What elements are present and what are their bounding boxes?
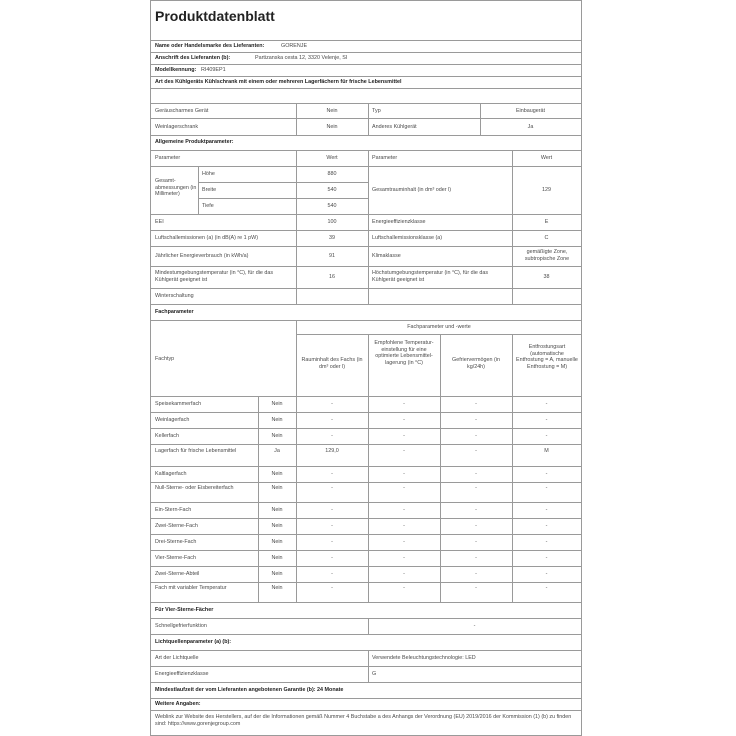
col-header-value: Wert <box>326 155 338 161</box>
compartment-freeze: - <box>475 400 477 407</box>
compartment-temp: - <box>403 416 405 423</box>
col-header-freeze: Gefriervermögen (in kg/24h) <box>452 357 500 370</box>
dimension-value: 540 <box>327 203 337 209</box>
warranty: Mindestlaufzeit der vom Lieferanten angebotenen Garantie (b): 24 Monate <box>155 687 344 693</box>
four-star-heading: Für Vier-Sterne-Fächer <box>155 607 214 613</box>
col-header-volume: Rauminhalt des Fachs (in dm³ oder l) <box>301 357 363 370</box>
compartment-name: Fach mit variabler Temperatur <box>155 585 227 592</box>
compartment-freeze: - <box>475 570 477 577</box>
param-label: Luftschallemissionsklasse (a) <box>372 235 443 241</box>
dimension-value: 880 <box>327 171 337 177</box>
compartment-volume: - <box>331 416 333 423</box>
param-value: 100 <box>327 219 337 225</box>
compartment-freeze: - <box>475 432 477 439</box>
device-type-heading: Art des Kühlgeräts Kühlschrank mit einem oder mehreren Lagerfächern für frische Lebensmittel <box>155 79 402 85</box>
param-value: E <box>544 219 549 225</box>
quick-freeze-label: Schnellgefrierfunktion <box>155 623 207 629</box>
compartment-defrost: - <box>545 485 548 492</box>
col-header-temp: Empfohlene Temperatur-einstellung für eine optimierte Lebensmittel-lagerung (in °C) <box>374 340 434 366</box>
device-type-value: Einbaugerät <box>515 108 546 114</box>
compartment-volume: - <box>331 585 333 592</box>
compartment-defrost: - <box>545 522 548 529</box>
compartment-defrost: - <box>545 585 548 592</box>
param-label: Höchstumgebungstemperatur (in °C), für die das Kühlgerät geeignet ist <box>372 270 489 283</box>
light-class-label: Energieeffizienzklasse <box>155 671 209 677</box>
compartment-temp: - <box>403 506 405 513</box>
dimensions-label: Gesamt-abmessungen (in Millimeter) <box>155 178 197 198</box>
compartment-present: Nein <box>271 485 283 492</box>
compartment-present: Nein <box>271 554 283 561</box>
compartment-present: Nein <box>271 432 283 439</box>
compartment-volume: - <box>331 554 333 561</box>
compartment-defrost: - <box>545 570 548 577</box>
compartment-temp: - <box>403 570 405 577</box>
address-value: Partizanska cesta 12, 3320 Velenje, SI <box>255 55 348 61</box>
compartment-name: Zwei-Sterne-Abteil <box>155 570 200 577</box>
address-label: Anschrift des Lieferanten (b): <box>155 55 231 61</box>
param-value: gemäßigte Zone, subtropische Zone <box>524 249 570 262</box>
quick-freeze-value: - <box>473 623 476 629</box>
brand-label: Name oder Handelsmarke des Lieferanten: <box>155 43 265 49</box>
device-type-label: Typ <box>372 108 381 114</box>
param-label: Luftschallemissionen (a) (in dB(A) re 1 pW) <box>155 235 259 241</box>
col-header-value: Wert <box>540 155 553 161</box>
light-type-value: Verwendete Beleuchtungstechnologie: LED <box>372 655 476 661</box>
compartment-present: Nein <box>271 538 283 545</box>
param-label: Energieeffizienzklasse <box>372 219 426 225</box>
compartment-volume: - <box>331 506 333 513</box>
compartment-name: Null-Sterne- oder Eisbereiterfach <box>155 485 234 492</box>
compartment-volume: - <box>331 400 333 407</box>
compartment-temp: - <box>403 585 405 592</box>
compartment-name: Weinlagerfach <box>155 416 190 423</box>
compartment-freeze: - <box>475 522 477 529</box>
compartment-freeze: - <box>475 554 477 561</box>
compartment-temp: - <box>403 432 405 439</box>
param-label: Jährlicher Energieverbrauch (in kWh/a) <box>155 253 249 259</box>
compartment-name: Zwei-Sterne-Fach <box>155 522 198 529</box>
more-heading: Weitere Angaben: <box>155 701 201 707</box>
model-label: Modellkennung: <box>155 67 197 73</box>
compartment-defrost: M <box>544 448 549 455</box>
compartment-temp: - <box>403 448 405 455</box>
compartment-freeze: - <box>475 416 477 423</box>
compartment-temp: - <box>403 400 405 407</box>
compartment-volume: - <box>331 570 333 577</box>
compartment-temp: - <box>403 470 405 477</box>
compartments-heading: Fachparameter <box>155 309 194 315</box>
compartment-present: Nein <box>271 400 283 407</box>
compartment-present: Nein <box>271 570 283 577</box>
compartment-defrost: - <box>545 432 548 439</box>
compartment-defrost: - <box>545 554 548 561</box>
compartment-temp: - <box>403 522 405 529</box>
compartments-group-header: Fachparameter und -werte <box>407 324 471 330</box>
param-label: Klimaklasse <box>372 253 401 259</box>
compartment-name: Kaltlagerfach <box>155 470 187 477</box>
compartment-volume: - <box>331 432 333 439</box>
dimension-value: 540 <box>327 187 337 193</box>
param-label: EEI <box>155 219 164 225</box>
compartment-name: Drei-Sterne-Fach <box>155 538 197 545</box>
dimension-label: Breite <box>202 187 217 193</box>
page-title: Produktdatenblatt <box>155 8 275 24</box>
compartment-temp: - <box>403 538 405 545</box>
light-class-value: G <box>372 671 377 677</box>
volume-value: 129 <box>542 187 551 193</box>
compartment-defrost: - <box>545 470 548 477</box>
device-type-value: Ja <box>527 124 534 130</box>
col-header-parameter: Parameter <box>155 155 181 161</box>
winter-label: Winterschaltung <box>155 293 194 299</box>
more-text: Weblink zur Website des Herstellers, auf der die Informationen gemäß Nummer 4 Buchstabe a des Anhangs der Verordnung (EU) 2019/2016 der Kommission (1) (b) zu finden sind: https://www.gorenjegroup.com <box>155 714 572 727</box>
compartment-name: Ein-Stern-Fach <box>155 506 192 513</box>
light-heading: Lichtquellenparameter (a) (b): <box>155 639 232 645</box>
param-value: 39 <box>329 235 335 241</box>
compartment-freeze: - <box>475 470 477 477</box>
device-type-label: Geräuscharmes Gerät <box>155 108 209 114</box>
compartment-freeze: - <box>475 506 477 513</box>
compartment-present: Nein <box>271 416 283 423</box>
volume-label: Gesamtrauminhalt (in dm³ oder l) <box>372 187 452 193</box>
compartment-volume: - <box>331 538 333 545</box>
device-type-value: Nein <box>326 124 338 130</box>
compartment-volume: - <box>331 485 333 492</box>
compartment-volume: 129,0 <box>325 448 339 455</box>
col-header-type: Fachtyp <box>155 356 175 362</box>
compartment-present: Nein <box>271 506 283 513</box>
compartment-freeze: - <box>475 538 477 545</box>
model-value: RI409EP1 <box>201 67 226 73</box>
col-header-defrost: Entfrostungsart (automatische Entfrostung = A, manuelle Entfrostung = M) <box>516 344 578 370</box>
compartment-present: Ja <box>274 448 280 455</box>
general-heading: Allgemeine Produktparameter: <box>155 139 234 145</box>
compartment-name: Kellerfach <box>155 432 179 439</box>
compartment-freeze: - <box>475 585 477 592</box>
compartment-volume: - <box>331 522 333 529</box>
param-value: 38 <box>543 274 550 280</box>
compartment-freeze: - <box>475 448 477 455</box>
compartment-defrost: - <box>545 538 548 545</box>
compartment-present: Nein <box>271 470 283 477</box>
compartment-defrost: - <box>545 416 548 423</box>
compartment-name: Vier-Sterne-Fach <box>155 554 196 561</box>
param-label: Mindestumgebungstemperatur (in °C), für die das Kühlgerät geeignet ist <box>155 270 274 283</box>
compartment-name: Speisekammerfach <box>155 400 202 407</box>
brand-value: GORENJE <box>281 43 308 49</box>
compartment-present: Nein <box>271 522 283 529</box>
device-type-value: Nein <box>326 108 338 114</box>
param-value: 16 <box>329 274 335 280</box>
light-type-label: Art der Lichtquelle <box>155 655 199 661</box>
param-value: 91 <box>329 253 335 259</box>
dimension-label: Höhe <box>202 171 215 177</box>
dimension-label: Tiefe <box>202 203 214 209</box>
compartment-name: Lagerfach für frische Lebensmittel <box>155 448 237 455</box>
device-type-label: Anderes Kühlgerät <box>372 124 417 130</box>
compartment-temp: - <box>403 554 405 561</box>
compartment-volume: - <box>331 470 333 477</box>
compartment-temp: - <box>403 485 405 492</box>
product-datasheet <box>150 0 582 736</box>
param-value: C <box>544 235 549 241</box>
compartment-present: Nein <box>271 585 283 592</box>
compartment-defrost: - <box>545 506 548 513</box>
device-type-label: Weinlagerschrank <box>155 124 199 130</box>
col-header-parameter: Parameter <box>372 155 398 161</box>
compartment-defrost: - <box>545 400 548 407</box>
compartment-freeze: - <box>475 485 477 492</box>
